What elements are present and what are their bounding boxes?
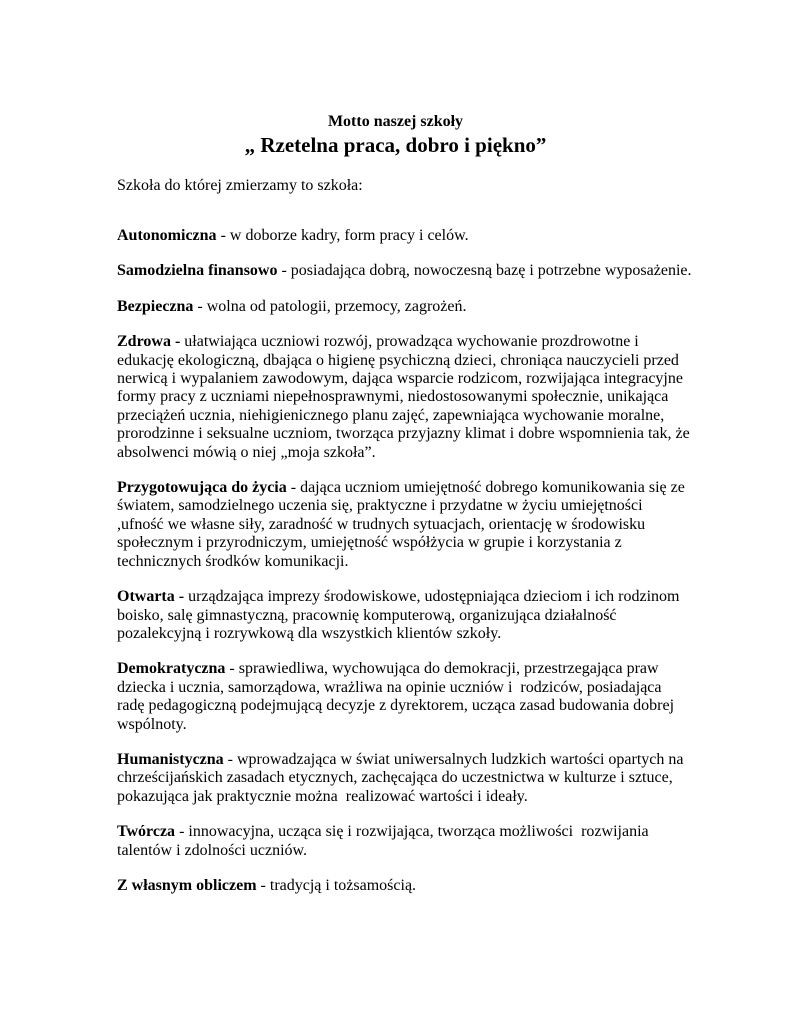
quality-description: wspólnoty. <box>117 715 187 733</box>
quality-description: absolwenci mówią o niej „moja szkoła”. <box>117 443 376 461</box>
quality-description: boisko, salę gimnastyczną, pracownię komputerową, organizująca działalność <box>117 606 617 624</box>
title-block <box>0 112 791 158</box>
quality-description: ,ufność we własne siły, zaradność w trudnych sytuacjach, orientację w środowisku <box>117 515 646 533</box>
quality-term: Otwarta - <box>117 588 185 606</box>
quality-separator: - <box>223 750 237 768</box>
quality-description: edukację ekologiczną, dbająca o higienę psychiczną dzieci, chroniąca nauczycieli przed <box>117 351 679 369</box>
quality-line <box>117 227 687 245</box>
quality-line <box>117 262 692 280</box>
quality-line <box>117 298 687 316</box>
quality-item <box>117 751 687 806</box>
quality-description: światem, samodzielnego uczenia się, praktyczne i przydatne w życiu umiejętności <box>117 497 643 515</box>
quality-line <box>117 625 687 643</box>
quality-description: wprowadzająca w świat uniwersalnych ludzkich wartości opartych na <box>237 750 684 768</box>
quality-description: formy pracy z uczniami niepełnosprawnymi, niedostosowanymi społecznie, unikająca <box>117 388 669 406</box>
quality-description: posiadająca dobrą, nowoczesną bazę i potrzebne wyposażenie. <box>290 262 692 280</box>
quality-item <box>117 479 687 571</box>
quality-description: pokazująca jak praktycznie można realizować wartości i ideały. <box>117 787 528 805</box>
quality-item <box>117 823 687 860</box>
quality-description: dająca uczniom umiejętność dobrego komunikowania się ze <box>300 479 685 497</box>
quality-term: Bezpieczna <box>117 297 194 315</box>
motto-text: „ Rzetelna praca, dobro i piękno” <box>244 133 547 157</box>
quality-line <box>117 751 687 769</box>
quality-line <box>117 553 687 571</box>
quality-description: dziecka i ucznia, samorządowa, wrażliwa na opinie uczniów i rodziców, posiadająca <box>117 678 662 696</box>
quality-line <box>117 716 687 734</box>
quality-line <box>117 607 687 625</box>
quality-description: przeciążeń ucznia, niehigienicznego planu zajęć, zapewniająca wychowanie moralne, <box>117 406 665 424</box>
quality-description: ułatwiająca uczniowi rozwój, prowadząca wychowanie prozdrowotne i <box>184 333 639 351</box>
quality-line <box>117 679 687 697</box>
quality-description: prorodzinne i seksualne uczniom, tworząca przyjazny klimat i dobre wspomnienia tak, że <box>117 425 690 443</box>
quality-line <box>117 407 687 425</box>
quality-separator: - <box>193 297 207 315</box>
quality-item <box>117 298 687 316</box>
quality-separator: - <box>175 823 189 841</box>
quality-line <box>117 534 687 552</box>
quality-item <box>117 588 687 643</box>
quality-term: Twórcza <box>117 823 176 841</box>
quality-line <box>117 497 687 515</box>
quality-separator: - <box>277 262 291 280</box>
quality-term: Autonomiczna <box>117 227 217 244</box>
quality-line <box>117 842 687 860</box>
quality-line <box>117 877 687 895</box>
quality-line <box>117 479 687 497</box>
motto-label: Motto naszej szkoły <box>327 113 464 130</box>
quality-separator: - <box>256 876 270 894</box>
quality-item <box>117 877 687 895</box>
quality-term: Demokratyczna <box>117 660 226 678</box>
quality-separator: - <box>216 227 230 244</box>
quality-item <box>117 660 687 734</box>
quality-item <box>117 227 687 245</box>
quality-term: Samodzielna finansowo <box>117 262 278 280</box>
quality-line <box>117 425 690 443</box>
quality-term: Z własnym obliczem <box>117 876 257 894</box>
quality-description: wolna od patologii, przemocy, zagrożeń. <box>206 297 467 315</box>
intro-text: Szkoła do której zmierzamy to szkoła: <box>117 177 363 194</box>
quality-description: sprawiedliwa, wychowująca do demokracji, przestrzegająca praw <box>238 660 659 678</box>
quality-term: Przygotowująca do życia <box>117 479 287 497</box>
quality-line <box>117 769 687 787</box>
quality-description: innowacyjna, ucząca się i rozwijająca, tworząca możliwości rozwijania <box>188 823 649 841</box>
quality-description: tradycją i tożsamością. <box>269 876 417 894</box>
quality-line <box>117 370 687 388</box>
quality-line <box>117 352 687 370</box>
quality-description: chrześcijańskich zasadach etycznych, zachęcająca do uczestnictwa w kulturze i sztuce, <box>117 769 673 787</box>
quality-description: radę pedagogiczną podejmującą decyzje z dyrektorem, ucząca zasad budowania dobrej <box>117 697 675 715</box>
quality-item <box>117 262 692 280</box>
quality-description: w doborze kadry, form pracy i celów. <box>229 227 469 244</box>
quality-line <box>117 516 687 534</box>
quality-line <box>117 660 687 678</box>
quality-term: Humanistyczna <box>117 750 224 768</box>
quality-description: technicznych środków komunikacji. <box>117 552 349 570</box>
quality-line <box>117 788 687 806</box>
quality-line <box>117 697 687 715</box>
quality-term: Zdrowa - <box>117 333 181 351</box>
quality-description: urządzająca imprezy środowiskowe, udostępniająca dzieciom i ich rodzinom <box>188 588 680 606</box>
quality-line <box>117 588 687 606</box>
quality-separator: - <box>286 479 301 497</box>
quality-description: społecznym i przyrodniczym, umiejętność współżycia w grupie i korzystania z <box>117 534 622 552</box>
quality-line <box>117 388 687 406</box>
quality-item <box>117 333 690 462</box>
quality-description: talentów i zdolności uczniów. <box>117 841 308 859</box>
quality-line <box>117 444 687 462</box>
quality-description: nerwicą i wypalaniem zawodowym, dająca wsparcie rodzicom, rozwijająca integracyjne <box>117 370 683 388</box>
quality-line <box>117 823 687 841</box>
quality-separator: - <box>225 660 239 678</box>
quality-description: pozalekcyjną i rozrywkową dla wszystkich klientów szkoły. <box>117 624 502 642</box>
quality-line <box>117 333 687 351</box>
school-qualities-list <box>117 227 692 912</box>
